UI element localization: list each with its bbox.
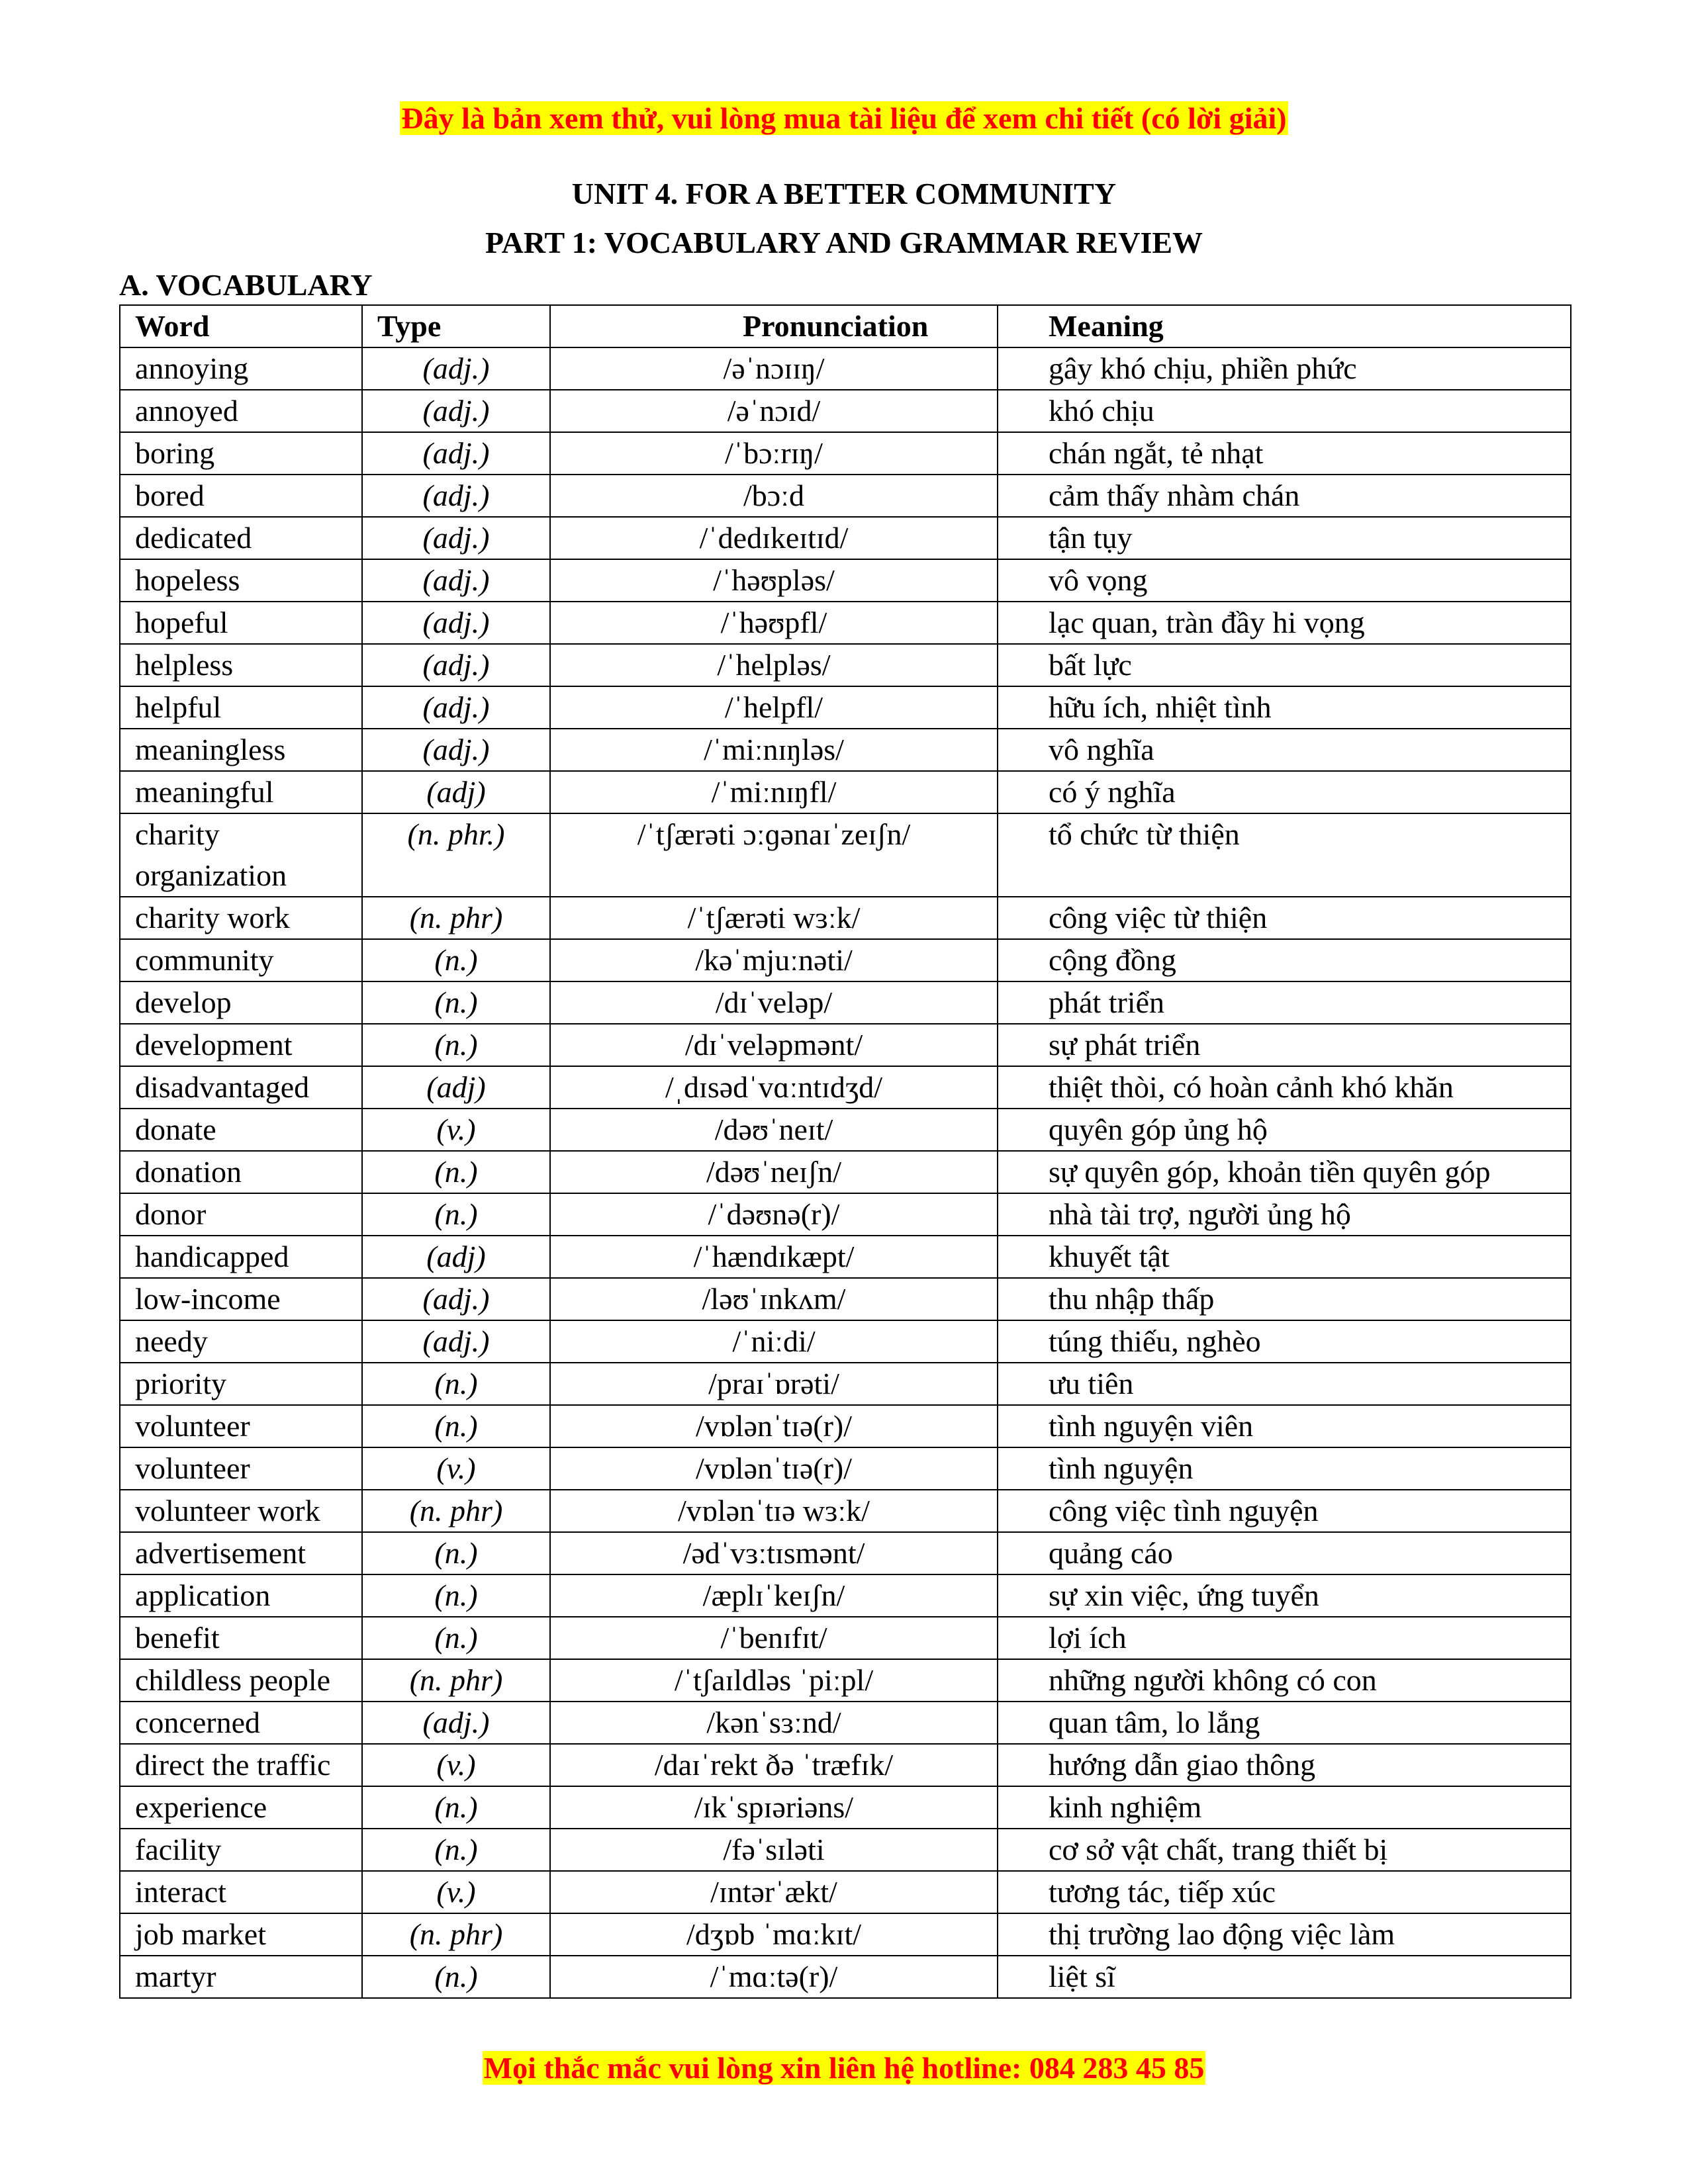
table-row [120, 1871, 1571, 1913]
cell-type: (n.) [362, 1829, 550, 1871]
cell-meaning: cộng đồng [998, 939, 1571, 981]
cell-pronunciation: /ˈmiːnɪŋləs/ [550, 729, 998, 771]
table-row [120, 347, 1571, 390]
cell-pronunciation: /ˈmiːnɪŋfl/ [550, 771, 998, 813]
cell-word: hopeless [120, 559, 362, 602]
cell-meaning: cảm thấy nhàm chán [998, 475, 1571, 517]
table-row [120, 390, 1571, 432]
header-meaning: Meaning [998, 305, 1571, 347]
cell-type: (n. phr) [362, 1913, 550, 1956]
cell-pronunciation: /ləʊˈɪnkʌm/ [550, 1278, 998, 1320]
cell-type: (n.) [362, 1405, 550, 1447]
cell-meaning: lợi ích [998, 1617, 1571, 1659]
cell-type: (n.) [362, 1574, 550, 1617]
table-row [120, 981, 1571, 1024]
cell-type: (adj.) [362, 602, 550, 644]
cell-type: (adj.) [362, 729, 550, 771]
cell-pronunciation: /kənˈsɜːnd/ [550, 1702, 998, 1744]
cell-word: volunteer [120, 1447, 362, 1490]
cell-pronunciation: /vɒlənˈtɪə(r)/ [550, 1447, 998, 1490]
header-pronunciation: Pronunciation [550, 305, 998, 347]
cell-pronunciation: /əˈnɔɪd/ [550, 390, 998, 432]
cell-meaning: có ý nghĩa [998, 771, 1571, 813]
table-row [120, 939, 1571, 981]
cell-word: donation [120, 1151, 362, 1193]
table-row [120, 1151, 1571, 1193]
cell-pronunciation: /ˈtʃaɪldləs ˈpiːpl/ [550, 1659, 998, 1702]
cell-meaning: thị trường lao động việc làm [998, 1913, 1571, 1956]
table-row [120, 1363, 1571, 1405]
cell-type: (adj.) [362, 517, 550, 559]
cell-type: (n. phr.) [362, 813, 550, 897]
cell-meaning: liệt sĩ [998, 1956, 1571, 1998]
cell-meaning: khó chịu [998, 390, 1571, 432]
cell-pronunciation: /ˈdedɪkeɪtɪd/ [550, 517, 998, 559]
cell-pronunciation: /dɪˈveləp/ [550, 981, 998, 1024]
cell-word: community [120, 939, 362, 981]
cell-word: meaningful [120, 771, 362, 813]
cell-type: (n.) [362, 981, 550, 1024]
cell-pronunciation: /ˈhəʊpləs/ [550, 559, 998, 602]
cell-pronunciation: /ˈhəʊpfl/ [550, 602, 998, 644]
table-row [120, 1702, 1571, 1744]
table-header-row [120, 305, 1571, 347]
cell-pronunciation: /ˈtʃærəti ɔːɡənaɪˈzeɪʃn/ [550, 813, 998, 897]
cell-type: (n.) [362, 1786, 550, 1829]
cell-pronunciation: /ˈhelpfl/ [550, 686, 998, 729]
table-row [120, 1490, 1571, 1532]
cell-type: (adj.) [362, 432, 550, 475]
unit-title: UNIT 4. FOR A BETTER COMMUNITY [571, 177, 1117, 210]
table-row [120, 1278, 1571, 1320]
cell-meaning: tương tác, tiếp xúc [998, 1871, 1571, 1913]
cell-word: boring [120, 432, 362, 475]
cell-word: helpless [120, 644, 362, 686]
table-row [120, 1109, 1571, 1151]
cell-word: martyr [120, 1956, 362, 1998]
cell-type: (n. phr) [362, 897, 550, 939]
cell-meaning: tận tụy [998, 517, 1571, 559]
table-row [120, 517, 1571, 559]
cell-meaning: hữu ích, nhiệt tình [998, 686, 1571, 729]
cell-type: (adj.) [362, 1278, 550, 1320]
cell-meaning: những người không có con [998, 1659, 1571, 1702]
cell-word: concerned [120, 1702, 362, 1744]
cell-word: direct the traffic [120, 1744, 362, 1786]
header-word: Word [120, 305, 362, 347]
table-row [120, 729, 1571, 771]
cell-word: meaningless [120, 729, 362, 771]
table-row [120, 1913, 1571, 1956]
table-row [120, 1744, 1571, 1786]
cell-pronunciation: /ˈniːdi/ [550, 1320, 998, 1363]
table-row [120, 1024, 1571, 1066]
cell-meaning: thu nhập thấp [998, 1278, 1571, 1320]
cell-type: (n.) [362, 939, 550, 981]
cell-word: charity work [120, 897, 362, 939]
cell-meaning: lạc quan, tràn đầy hi vọng [998, 602, 1571, 644]
cell-meaning: phát triển [998, 981, 1571, 1024]
cell-meaning: quyên góp ủng hộ [998, 1109, 1571, 1151]
cell-word: facility [120, 1829, 362, 1871]
table-row [120, 1193, 1571, 1236]
hotline-text: Mọi thắc mắc vui lòng xin liên hệ hotline: 084 283 45 85 [483, 2051, 1205, 2085]
cell-type: (adj.) [362, 1702, 550, 1744]
cell-meaning: công việc tình nguyện [998, 1490, 1571, 1532]
table-row [120, 1320, 1571, 1363]
cell-meaning: công việc từ thiện [998, 897, 1571, 939]
table-row [120, 559, 1571, 602]
cell-word: handicapped [120, 1236, 362, 1278]
cell-meaning: chán ngắt, tẻ nhạt [998, 432, 1571, 475]
cell-pronunciation: /ədˈvɜːtɪsmənt/ [550, 1532, 998, 1574]
cell-type: (adj) [362, 1066, 550, 1109]
cell-pronunciation: /ˈdəʊnə(r)/ [550, 1193, 998, 1236]
cell-pronunciation: /ˈbenɪfɪt/ [550, 1617, 998, 1659]
preview-notice-text: Đây là bản xem thử, vui lòng mua tài liệu để xem chi tiết (có lời giải) [401, 101, 1287, 135]
cell-pronunciation: /bɔːd [550, 475, 998, 517]
part-title: PART 1: VOCABULARY AND GRAMMAR REVIEW [485, 226, 1203, 259]
cell-word: annoyed [120, 390, 362, 432]
cell-type: (n. phr) [362, 1490, 550, 1532]
cell-type: (adj) [362, 1236, 550, 1278]
table-row [120, 1829, 1571, 1871]
cell-meaning: sự quyên góp, khoản tiền quyên góp [998, 1151, 1571, 1193]
cell-pronunciation: /vɒlənˈtɪə wɜːk/ [550, 1490, 998, 1532]
cell-word: interact [120, 1871, 362, 1913]
cell-pronunciation: /vɒlənˈtɪə(r)/ [550, 1405, 998, 1447]
header-type: Type [362, 305, 550, 347]
cell-pronunciation: /əˈnɔɪɪŋ/ [550, 347, 998, 390]
cell-meaning: vô nghĩa [998, 729, 1571, 771]
cell-word: volunteer [120, 1405, 362, 1447]
cell-pronunciation: /ˈhændɪkæpt/ [550, 1236, 998, 1278]
cell-word: development [120, 1024, 362, 1066]
table-row [120, 475, 1571, 517]
cell-meaning: tình nguyện [998, 1447, 1571, 1490]
cell-meaning: ưu tiên [998, 1363, 1571, 1405]
cell-word: job market [120, 1913, 362, 1956]
table-row [120, 897, 1571, 939]
cell-type: (adj.) [362, 390, 550, 432]
cell-meaning: sự xin việc, ứng tuyển [998, 1574, 1571, 1617]
cell-meaning: bất lực [998, 644, 1571, 686]
cell-pronunciation: /kəˈmjuːnəti/ [550, 939, 998, 981]
cell-type: (n.) [362, 1363, 550, 1405]
table-row [120, 1574, 1571, 1617]
table-row [120, 602, 1571, 644]
cell-word: childless people [120, 1659, 362, 1702]
cell-meaning: khuyết tật [998, 1236, 1571, 1278]
cell-pronunciation: /ɪntərˈækt/ [550, 1871, 998, 1913]
table-row [120, 771, 1571, 813]
cell-type: (n. phr) [362, 1659, 550, 1702]
vocabulary-table-body [120, 347, 1571, 1998]
cell-word: donor [120, 1193, 362, 1236]
table-row [120, 813, 1571, 897]
cell-type: (adj) [362, 771, 550, 813]
cell-word: disadvantaged [120, 1066, 362, 1109]
cell-pronunciation: /ɪkˈspɪəriəns/ [550, 1786, 998, 1829]
cell-meaning: thiệt thòi, có hoàn cảnh khó khăn [998, 1066, 1571, 1109]
table-row [120, 1236, 1571, 1278]
cell-type: (adj.) [362, 347, 550, 390]
cell-meaning: tổ chức từ thiện [998, 813, 1571, 897]
cell-pronunciation: /dʒɒb ˈmɑːkɪt/ [550, 1913, 998, 1956]
cell-meaning: túng thiếu, nghèo [998, 1320, 1571, 1363]
cell-type: (v.) [362, 1447, 550, 1490]
preview-notice-banner [0, 101, 1688, 136]
table-row [120, 432, 1571, 475]
cell-pronunciation: /ˌdɪsədˈvɑːntɪdʒd/ [550, 1066, 998, 1109]
cell-meaning: quảng cáo [998, 1532, 1571, 1574]
cell-type: (adj.) [362, 1320, 550, 1363]
cell-word: bored [120, 475, 362, 517]
cell-meaning: kinh nghiệm [998, 1786, 1571, 1829]
cell-type: (n.) [362, 1151, 550, 1193]
cell-meaning: gây khó chịu, phiền phức [998, 347, 1571, 390]
cell-pronunciation: /ˈtʃærəti wɜːk/ [550, 897, 998, 939]
table-row [120, 1447, 1571, 1490]
cell-pronunciation: /daɪˈrekt ðə ˈtræfɪk/ [550, 1744, 998, 1786]
cell-word: priority [120, 1363, 362, 1405]
table-row [120, 1532, 1571, 1574]
cell-meaning: nhà tài trợ, người ủng hộ [998, 1193, 1571, 1236]
cell-word: experience [120, 1786, 362, 1829]
cell-type: (v.) [362, 1744, 550, 1786]
cell-word: develop [120, 981, 362, 1024]
cell-word: volunteer work [120, 1490, 362, 1532]
cell-type: (n.) [362, 1193, 550, 1236]
cell-meaning: tình nguyện viên [998, 1405, 1571, 1447]
cell-word: advertisement [120, 1532, 362, 1574]
cell-pronunciation: /praɪˈɒrəti/ [550, 1363, 998, 1405]
table-row [120, 1617, 1571, 1659]
cell-type: (n.) [362, 1617, 550, 1659]
cell-word: annoying [120, 347, 362, 390]
cell-pronunciation: /æplɪˈkeɪʃn/ [550, 1574, 998, 1617]
cell-word: low-income [120, 1278, 362, 1320]
table-row [120, 1659, 1571, 1702]
cell-meaning: hướng dẫn giao thông [998, 1744, 1571, 1786]
cell-type: (adj.) [362, 475, 550, 517]
section-heading: A. VOCABULARY [119, 268, 373, 302]
cell-pronunciation: /dəʊˈneɪt/ [550, 1109, 998, 1151]
hotline-banner [0, 2050, 1688, 2085]
cell-word: helpful [120, 686, 362, 729]
cell-pronunciation: /dɪˈveləpmənt/ [550, 1024, 998, 1066]
vocabulary-table [119, 304, 1571, 1999]
table-row [120, 1786, 1571, 1829]
table-row [120, 1956, 1571, 1998]
cell-meaning: vô vọng [998, 559, 1571, 602]
cell-word: hopeful [120, 602, 362, 644]
cell-pronunciation: /dəʊˈneɪʃn/ [550, 1151, 998, 1193]
cell-word: dedicated [120, 517, 362, 559]
cell-word: donate [120, 1109, 362, 1151]
cell-meaning: quan tâm, lo lắng [998, 1702, 1571, 1744]
cell-type: (v.) [362, 1109, 550, 1151]
cell-word: charity organization [120, 813, 362, 897]
table-row [120, 644, 1571, 686]
cell-word: needy [120, 1320, 362, 1363]
cell-word: benefit [120, 1617, 362, 1659]
cell-type: (n.) [362, 1956, 550, 1998]
cell-pronunciation: /ˈbɔːrɪŋ/ [550, 432, 998, 475]
cell-type: (n.) [362, 1532, 550, 1574]
table-row [120, 1405, 1571, 1447]
cell-type: (adj.) [362, 686, 550, 729]
cell-type: (adj.) [362, 644, 550, 686]
cell-type: (v.) [362, 1871, 550, 1913]
cell-pronunciation: /fəˈsɪləti [550, 1829, 998, 1871]
cell-meaning: cơ sở vật chất, trang thiết bị [998, 1829, 1571, 1871]
cell-word: application [120, 1574, 362, 1617]
cell-type: (n.) [362, 1024, 550, 1066]
table-row [120, 686, 1571, 729]
cell-meaning: sự phát triển [998, 1024, 1571, 1066]
table-row [120, 1066, 1571, 1109]
cell-pronunciation: /ˈmɑːtə(r)/ [550, 1956, 998, 1998]
cell-pronunciation: /ˈhelpləs/ [550, 644, 998, 686]
cell-type: (adj.) [362, 559, 550, 602]
